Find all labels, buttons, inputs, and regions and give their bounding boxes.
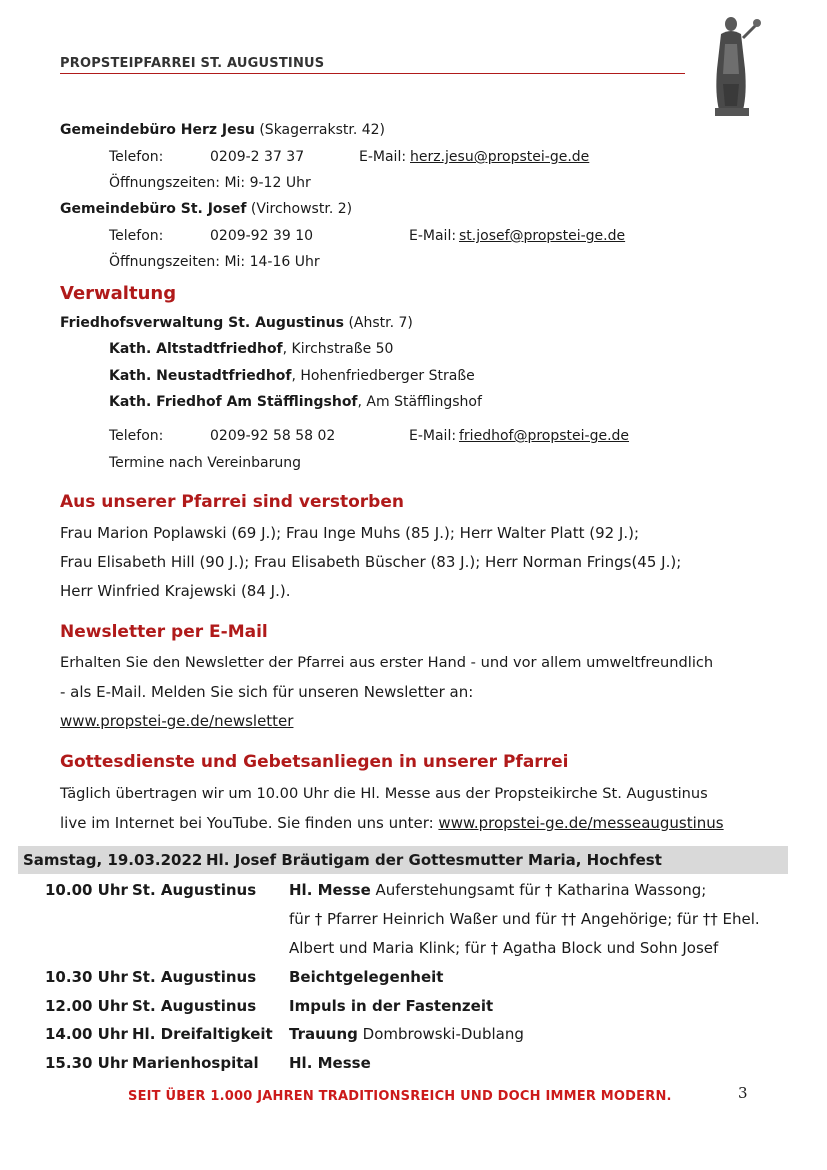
section-heading-newsletter: Newsletter per E-Mail <box>60 622 268 642</box>
schedule-time: 10.30 Uhr <box>45 968 128 986</box>
header-divider <box>60 73 685 74</box>
tel-label: Telefon: <box>109 428 164 444</box>
livestream-link[interactable]: www.propstei-ge.de/messeaugustinus <box>438 814 724 832</box>
schedule-location: Hl. Dreifaltigkeit <box>132 1025 273 1043</box>
cemetery-address: , Kirchstraße 50 <box>282 341 394 357</box>
deceased-line: Frau Elisabeth Hill (90 J.); Frau Elisabeth Büscher (83 J.); Herr Norman Frings(45 J.); <box>60 553 682 571</box>
schedule-location: Marienhospital <box>132 1054 259 1072</box>
event-detail-line: Albert und Maria Klink; für † Agatha Block und Sohn Josef <box>289 939 719 957</box>
mail-link-herz-jesu[interactable]: herz.jesu@propstei-ge.de <box>410 149 590 165</box>
office-address: (Skagerrakstr. 42) <box>259 122 386 138</box>
mail-label: E-Mail: <box>359 149 407 165</box>
tel-number: 0209-92 39 10 <box>210 228 314 244</box>
event-title: Hl. Messe <box>289 881 371 899</box>
cemetery-name: Kath. Neustadtfriedhof <box>109 368 292 384</box>
office-hours: Öffnungszeiten: Mi: 14-16 Uhr <box>109 254 320 270</box>
tel-number: 0209-2 37 37 <box>210 149 305 165</box>
section-heading-services: Gottesdienste und Gebetsanliegen in unserer Pfarrei <box>60 752 569 772</box>
services-text <box>60 814 724 832</box>
cemetery-address: , Hohenfriedberger Straße <box>291 368 475 384</box>
cemetery-item <box>109 394 482 410</box>
deceased-line: Frau Marion Poplawski (69 J.); Frau Inge Muhs (85 J.); Herr Walter Platt (92 J.); <box>60 524 640 542</box>
office-address: (Ahstr. 7) <box>348 315 413 331</box>
office-name: Gemeindebüro St. Josef <box>60 201 247 217</box>
cemetery-item <box>109 368 475 384</box>
office-hours: Öffnungszeiten: Mi: 9-12 Uhr <box>109 175 311 191</box>
schedule-time: 12.00 Uhr <box>45 997 128 1015</box>
office-address: (Virchowstr. 2) <box>250 201 353 217</box>
office-herz-jesu <box>60 122 385 138</box>
event-detail-line: für † Pfarrer Heinrich Waßer und für †† Angehörige; für †† Ehel. <box>289 910 760 928</box>
appointment-note: Termine nach Vereinbarung <box>109 455 302 471</box>
office-name: Friedhofsverwaltung St. Augustinus <box>60 315 344 331</box>
tel-number: 0209-92 58 58 02 <box>210 428 336 444</box>
newsletter-text: Erhalten Sie den Newsletter der Pfarrei aus erster Hand - und vor allem umweltfreundlich <box>60 654 714 671</box>
page-number: 3 <box>738 1084 748 1102</box>
schedule-event <box>289 881 706 899</box>
event-detail: Dombrowski-Dublang <box>357 1025 524 1043</box>
schedule-location: St. Augustinus <box>132 968 257 986</box>
schedule-time: 10.00 Uhr <box>45 881 128 899</box>
schedule-time: 15.30 Uhr <box>45 1054 128 1072</box>
cemetery-name: Kath. Friedhof Am Stäfflingshof <box>109 394 358 410</box>
schedule-location: St. Augustinus <box>132 881 257 899</box>
section-heading-deceased: Aus unserer Pfarrei sind verstorben <box>60 492 404 512</box>
event-title: Trauung <box>289 1025 358 1043</box>
event-title: Hl. Messe <box>289 1054 371 1072</box>
mail-label: E-Mail: <box>409 428 457 444</box>
cemetery-name: Kath. Altstadtfriedhof <box>109 341 283 357</box>
cemetery-address: , Am Stäfflingshof <box>357 394 482 410</box>
schedule-date: Samstag, 19.03.2022 <box>23 851 203 869</box>
event-title: Beichtgelegenheit <box>289 968 444 986</box>
office-name: Gemeindebüro Herz Jesu <box>60 122 255 138</box>
services-text: Täglich übertragen wir um 10.00 Uhr die Hl. Messe aus der Propsteikirche St. Augustinus <box>60 785 708 802</box>
event-title: Impuls in der Fastenzeit <box>289 997 494 1015</box>
newsletter-text: - als E-Mail. Melden Sie sich für unseren Newsletter an: <box>60 683 474 701</box>
mail-label: E-Mail: <box>409 228 457 244</box>
saint-statue-logo <box>703 14 763 118</box>
mail-link-friedhof[interactable]: friedhof@propstei-ge.de <box>459 428 630 444</box>
schedule-location: St. Augustinus <box>132 997 257 1015</box>
tel-label: Telefon: <box>109 149 164 165</box>
tel-label: Telefon: <box>109 228 164 244</box>
schedule-feast: Hl. Josef Bräutigam der Gottesmutter Maria, Hochfest <box>206 851 662 869</box>
section-heading-verwaltung: Verwaltung <box>60 283 177 304</box>
office-st-josef <box>60 201 352 217</box>
schedule-date-bar <box>18 846 788 874</box>
schedule-event <box>289 1025 524 1043</box>
schedule-time: 14.00 Uhr <box>45 1025 128 1043</box>
newsletter-link[interactable]: www.propstei-ge.de/newsletter <box>60 712 294 730</box>
cemetery-item <box>109 341 393 357</box>
deceased-line: Herr Winfried Krajewski (84 J.). <box>60 582 291 600</box>
page-header-title: PROPSTEIPFARREI ST. AUGUSTINUS <box>60 56 325 71</box>
mail-link-st-josef[interactable]: st.josef@propstei-ge.de <box>459 228 626 244</box>
event-detail: Auferstehungsamt für † Katharina Wassong; <box>370 881 707 899</box>
cemetery-office <box>60 315 413 331</box>
footer-slogan: SEIT ÜBER 1.000 JAHREN TRADITIONSREICH UND DOCH IMMER MODERN. <box>128 1089 672 1104</box>
services-text-inline: live im Internet bei YouTube. Sie finden uns unter: <box>60 814 439 832</box>
